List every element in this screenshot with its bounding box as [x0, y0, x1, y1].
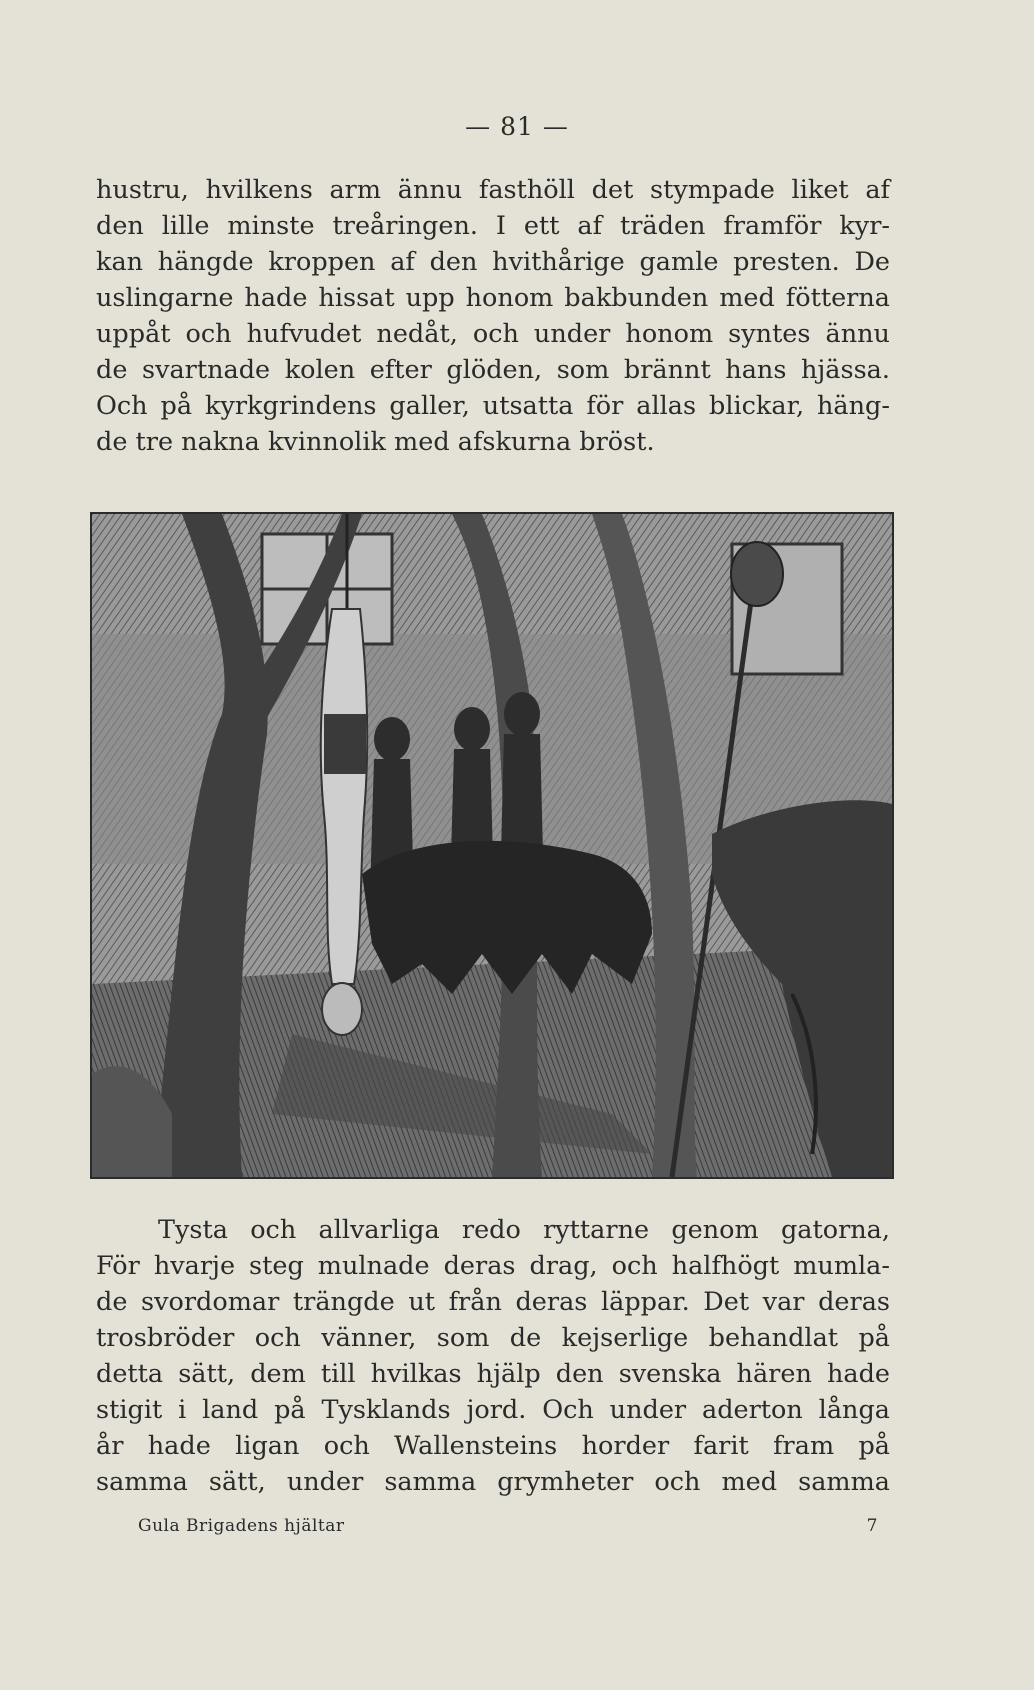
- text-line: Tysta och allvarliga redo ryttarne genom gatorna,: [158, 1215, 890, 1245]
- text-line: hustru, hvilkens arm ännu fasthöll det stympade liket af: [96, 175, 890, 205]
- signature-mark: 7: [866, 1516, 878, 1536]
- text-line: år hade ligan och Wallensteins horder farit fram på: [96, 1431, 890, 1461]
- text-line: kan hängde kroppen af den hvithårige gamle presten. De: [96, 247, 890, 277]
- text-line: de svordomar trängde ut från deras läppar. Det var deras: [96, 1287, 890, 1317]
- text-line: samma sätt, under samma grymheter och med samma: [96, 1467, 890, 1497]
- text-line: stigit i land på Tysklands jord. Och under aderton långa: [96, 1395, 890, 1425]
- page-number: — 81 —: [465, 112, 569, 141]
- page-footer: [138, 1516, 878, 1536]
- paragraph-bottom: [96, 1212, 890, 1500]
- illustration-drawing: [92, 514, 892, 1177]
- text-line: den lille minste treåringen. I ett af träden framför kyr-: [96, 211, 890, 241]
- paragraph-top: [96, 172, 890, 460]
- text-line: Och på kyrkgrindens galler, utsatta för allas blickar, häng-: [96, 391, 890, 421]
- text-line: uppåt och hufvudet nedåt, och under honom syntes ännu: [96, 319, 890, 349]
- text-line: uslingarne hade hissat upp honom bakbunden med fötterna: [96, 283, 890, 313]
- text-line: de svartnade kolen efter glöden, som brännt hans hjässa.: [96, 355, 890, 385]
- text-line: detta sätt, dem till hvilkas hjälp den svenska hären hade: [96, 1359, 890, 1389]
- footer-title: Gula Brigadens hjältar: [138, 1516, 345, 1536]
- text-line: de tre nakna kvinnolik med afskurna bröst.: [96, 427, 655, 457]
- text-line: För hvarje steg mulnade deras drag, och halfhögt mumla-: [96, 1251, 890, 1281]
- illustration: [90, 512, 894, 1179]
- text-line: trosbröder och vänner, som de kejserlige behandlat på: [96, 1323, 890, 1353]
